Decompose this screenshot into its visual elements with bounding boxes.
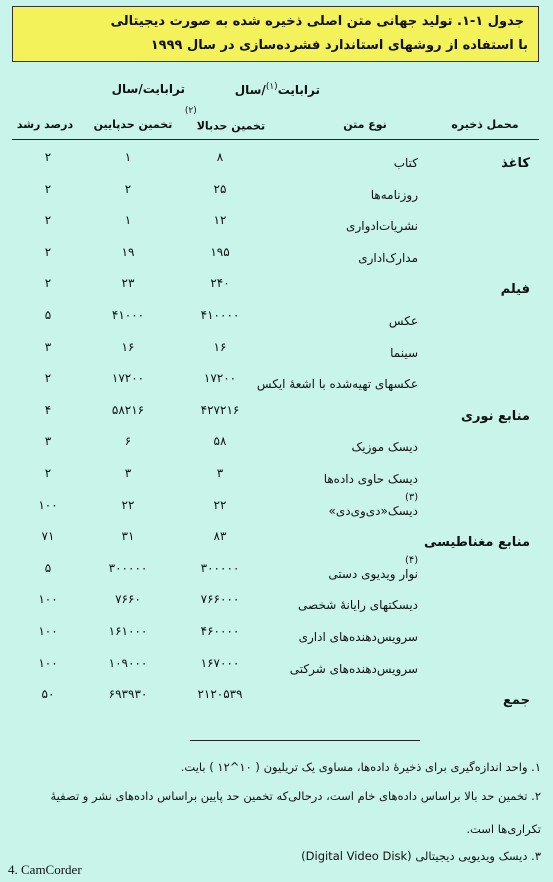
col-header-location: محمل ذخیره (451, 118, 519, 131)
row-low-estimate: ۶ (124, 434, 132, 448)
row-high-estimate: ۱۶۷۰۰۰ (200, 656, 240, 670)
row-growth-percent: ۲ (44, 466, 52, 480)
table-title (12, 6, 539, 62)
row-growth-percent: ۵۰ (41, 687, 55, 701)
col-header-high (180, 106, 270, 133)
group-header-1-sup: (۱) (265, 82, 278, 92)
row-location: منابع مغناطیسی (423, 535, 530, 550)
footnote-2b: تکراری‌ها است. (466, 822, 541, 836)
row-high-estimate: ۲۵ (213, 182, 227, 196)
group-header-1-suffix: /سال (234, 83, 266, 97)
footnote-1: ۱. واحد اندازه‌گیری برای ذخیرهٔ داده‌ها، مساوی یک تریلیون ( ۱۰^۱۲ ) بایت. (180, 760, 541, 774)
row-high-estimate: ۳ (216, 466, 224, 480)
row-high-estimate: ۸ (216, 150, 224, 164)
row-growth-percent: ۲ (44, 213, 52, 227)
row-type: دیسک حاوی داده‌ها (323, 472, 418, 486)
row-low-estimate: ۱۶ (121, 340, 135, 354)
row-low-estimate: ۳ (124, 466, 132, 480)
row-growth-percent: ۳ (44, 340, 52, 354)
row-growth-percent: ۱۰۰ (38, 624, 58, 638)
row-low-estimate: ۲۲ (121, 498, 135, 512)
row-location: فیلم (500, 282, 530, 297)
row-growth-percent: ۲ (44, 245, 52, 259)
row-low-estimate: ۲ (124, 182, 132, 196)
col-header-type: نوع متن (343, 118, 387, 131)
header-rule (12, 139, 539, 140)
row-growth-percent: ۲ (44, 371, 52, 385)
row-high-estimate: ۴۱۰۰۰۰ (200, 308, 240, 322)
row-high-estimate: ۱۷۲۰۰ (203, 371, 237, 385)
row-high-estimate: ۱۶ (213, 340, 227, 354)
row-low-estimate: ۱۶۱۰۰۰ (108, 624, 148, 638)
row-high-estimate: ۲۲ (213, 498, 227, 512)
row-low-estimate: ۷۶۶۰ (115, 592, 141, 606)
group-header-unit-1 (210, 82, 320, 97)
row-type: روزنامه‌ها (370, 188, 418, 202)
title-line-1: جدول ۱-۱. تولید جهانی متن اصلی ذخیره شده به صورت دیجیتالی (110, 14, 524, 29)
footnote-3: ۳. دیسک ویدیویی دیجیتالی (Digital Video Disk) (301, 849, 541, 863)
row-low-estimate: ۱ (124, 150, 132, 164)
col-header-growth: درصد رشد (16, 118, 74, 131)
row-high-estimate: ۴۲۷۲۱۶ (200, 403, 240, 417)
row-type: نوار ویدیوی دستی (328, 567, 418, 581)
row-low-estimate: ۱۰۹۰۰۰ (108, 656, 148, 670)
row-type: دیسکتهای رایانهٔ شخصی (298, 598, 418, 612)
row-growth-percent: ۲ (44, 276, 52, 290)
row-low-estimate: ۱۹ (121, 245, 135, 259)
row-type: مدارک‌اداری (358, 251, 418, 265)
row-high-estimate: ۱۹۵ (210, 245, 230, 259)
row-type: نشریات‌ادواری (346, 219, 418, 233)
row-low-estimate: ۵۸۲۱۶ (111, 403, 145, 417)
row-location: منابع نوری (461, 409, 530, 424)
footnote-4: 4. CamCorder (8, 862, 82, 877)
group-header-unit-2: ترابایت/سال (111, 82, 185, 96)
row-growth-percent: ۱۰۰ (38, 656, 58, 670)
col-header-low: تخمین حدپایین (93, 118, 173, 131)
row-growth-percent: ۲ (44, 150, 52, 164)
footnote-divider (190, 740, 420, 741)
row-growth-percent: ۱۰۰ (38, 498, 58, 512)
row-low-estimate: ۲۳ (121, 276, 135, 290)
footnote-2a: ۲. تخمین حد بالا براساس داده‌های خام است، درحالی‌که تخمین حد پایین براساس داده‌های نشر و تصفیهٔ (50, 789, 541, 803)
row-high-estimate: ۲۱۲۰۵۳۹ (197, 687, 243, 701)
row-low-estimate: ۶۹۳۹۳۰ (108, 687, 148, 701)
group-header-1-text: ترابایت (277, 83, 320, 97)
row-growth-percent: ۴ (44, 403, 52, 417)
row-low-estimate: ۴۱۰۰۰ (111, 308, 145, 322)
row-type: سرویس‌دهنده‌های شرکتی (289, 662, 418, 676)
row-growth-percent: ۳ (44, 434, 52, 448)
row-growth-percent: ۵ (44, 308, 52, 322)
row-type: کتاب (393, 156, 418, 170)
row-high-estimate: ۸۳ (213, 529, 227, 543)
row-type: سینما (390, 346, 418, 360)
row-type: عکس (388, 314, 418, 328)
row-type-footnote-ref: (۴) (405, 555, 419, 566)
row-low-estimate: ۱۷۲۰۰ (111, 371, 145, 385)
row-high-estimate: ۱۲ (213, 213, 227, 227)
row-growth-percent: ۵ (44, 561, 52, 575)
row-low-estimate: ۱ (124, 213, 132, 227)
row-type: دیسک«دی‌وی‌دی» (328, 504, 418, 518)
row-high-estimate: ۳۰۰۰۰۰ (200, 561, 240, 575)
row-type: دیسک موزیک (351, 440, 418, 454)
row-high-estimate: ۵۸ (213, 434, 227, 448)
row-growth-percent: ۲ (44, 182, 52, 196)
row-type: سرویس‌دهنده‌های اداری (298, 630, 418, 644)
row-high-estimate: ۲۴۰ (210, 276, 230, 290)
row-type-footnote-ref: (۳) (405, 492, 419, 503)
row-high-estimate: ۴۶۰۰۰۰ (200, 624, 240, 638)
row-low-estimate: ۳۰۰۰۰۰ (108, 561, 148, 575)
col-header-high-text: تخمین حدبالا (196, 119, 266, 133)
title-line-2: با استفاده از روشهای استاندارد فشرده‌سازی در سال ۱۹۹۹ (150, 38, 528, 53)
row-type: عکسهای تهیه‌شده با اشعهٔ ایکس (256, 377, 418, 391)
row-growth-percent: ۱۰۰ (38, 592, 58, 606)
col-header-high-sup: (۲) (184, 106, 197, 116)
row-growth-percent: ۷۱ (41, 529, 55, 543)
row-high-estimate: ۷۶۶۰۰۰ (200, 592, 240, 606)
row-location: کاغذ (501, 156, 530, 171)
row-location: جمع (503, 693, 530, 708)
row-low-estimate: ۳۱ (121, 529, 135, 543)
